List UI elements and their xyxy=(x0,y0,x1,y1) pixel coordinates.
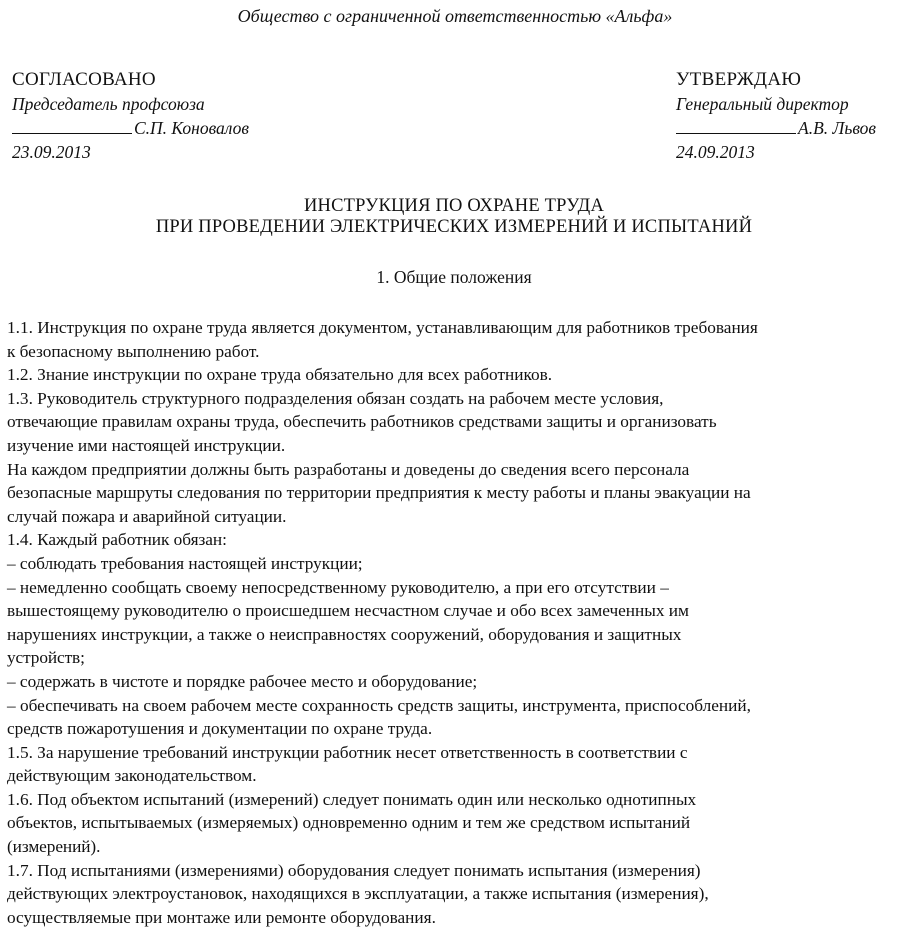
body-line: действующим законодательством. xyxy=(7,766,257,786)
body-line: вышестоящему руководителю о происшедшем несчастном случае и обо всех замеченных им xyxy=(7,601,689,621)
signature-underline xyxy=(12,116,132,134)
approved-date: 24.09.2013 xyxy=(676,142,755,162)
agreed-date: 23.09.2013 xyxy=(12,142,91,162)
body-line: На каждом предприятии должны быть разработаны и доведены до сведения всего персонала xyxy=(7,459,690,479)
body-line: отвечающие правилам охраны труда, обеспечить работников средствами защиты и организовать xyxy=(7,412,717,432)
body-line: – содержать в чистоте и порядке рабочее место и оборудование; xyxy=(7,671,478,691)
body-line: 1.1. Инструкция по охране труда является документом, устанавливающим для работников требования xyxy=(7,318,758,337)
section-title: 1. Общие положения xyxy=(376,267,532,287)
body-line: 1.2. Знание инструкции по охране труда обязательно для всех работников. xyxy=(7,365,553,385)
title-line-1: ИНСТРУКЦИЯ ПО ОХРАНЕ ТРУДА xyxy=(303,196,605,216)
agreed-position: Председатель профсоюза xyxy=(12,94,205,114)
signature-underline xyxy=(676,116,796,134)
approved-signature-line xyxy=(676,116,876,140)
body-line: осуществляемые при монтаже или ремонте оборудования. xyxy=(7,907,436,927)
document-title xyxy=(0,196,900,238)
organization-name: Общество с ограниченной ответственностью «Альфа» xyxy=(237,6,673,26)
body-line: – обеспечивать на своем рабочем месте сохранность средств защиты, инструмента, приспособлений, xyxy=(7,695,751,715)
body-line: 1.4. Каждый работник обязан: xyxy=(7,530,227,550)
body-line: случай пожара и аварийной ситуации. xyxy=(7,506,287,526)
approved-signer: А.В. Львов xyxy=(798,118,877,138)
body-line: объектов, испытываемых (измеряемых) одновременно одним и тем же средством испытаний xyxy=(7,813,691,833)
body-line: изучение ими настоящей инструкции. xyxy=(7,435,286,455)
agreed-heading: СОГЛАСОВАНО xyxy=(12,69,156,90)
body-line: к безопасному выполнению работ. xyxy=(7,341,260,361)
agreed-block xyxy=(12,68,249,164)
body-line: 1.5. За нарушение требований инструкции работник несет ответственность в соответствии с xyxy=(7,742,688,762)
body-line: нарушениях инструкции, а также о неисправностях сооружений, оборудования и защитных xyxy=(7,624,682,644)
body-line: безопасные маршруты следования по территории предприятия к месту работы и планы эвакуации на xyxy=(7,483,751,503)
body-line: устройств; xyxy=(7,648,85,668)
body-line: средств пожаротушения и документации по охране труда. xyxy=(7,719,433,739)
body-line: 1.3. Руководитель структурного подразделения обязан создать на рабочем месте условия, xyxy=(7,388,664,408)
approved-heading: УТВЕРЖДАЮ xyxy=(676,69,802,90)
body-line: 1.6. Под объектом испытаний (измерений) следует понимать один или несколько однотипных xyxy=(7,789,697,809)
body-line: 1.7. Под испытаниями (измерениями) оборудования следует понимать испытания (измерения) xyxy=(7,860,701,880)
approved-block xyxy=(676,68,876,164)
agreed-signature-line xyxy=(12,116,249,140)
approved-position: Генеральный директор xyxy=(676,94,849,114)
agreed-signer: С.П. Коновалов xyxy=(134,118,249,138)
body-line: – соблюдать требования настоящей инструкции; xyxy=(7,553,363,573)
body-line: (измерений). xyxy=(7,837,101,857)
body-text xyxy=(7,316,900,929)
body-line: – немедленно сообщать своему непосредственному руководителю, а при его отсутствии – xyxy=(7,577,669,597)
title-line-2: ПРИ ПРОВЕДЕНИИ ЭЛЕКТРИЧЕСКИХ ИЗМЕРЕНИЙ И ИСПЫТАНИЙ xyxy=(155,217,753,237)
body-line: действующих электроустановок, находящихся в эксплуатации, а также испытания (измерения), xyxy=(7,884,709,904)
